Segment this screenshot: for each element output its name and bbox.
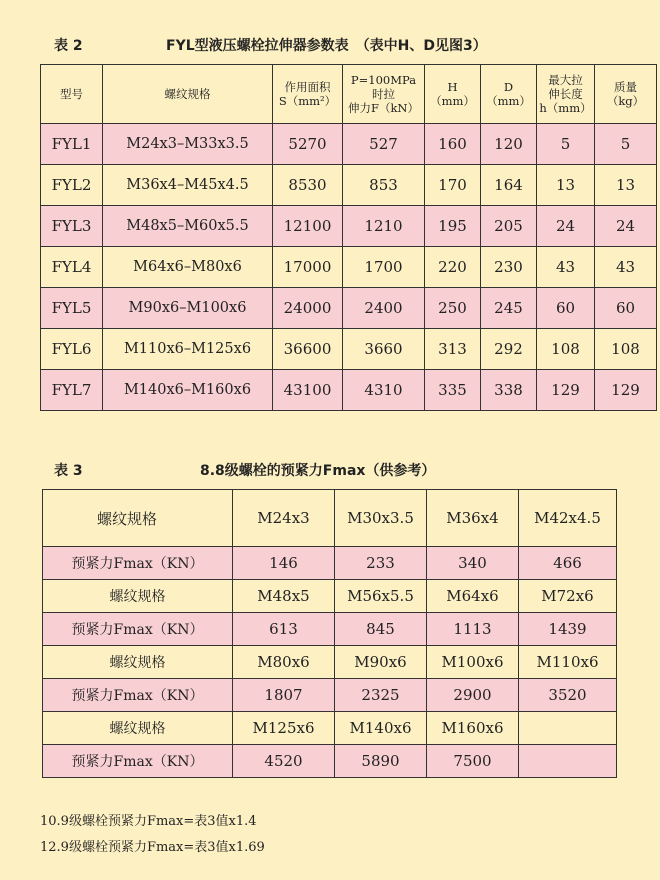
preload-force-cell: 3520 bbox=[519, 679, 617, 712]
thread-spec-label: 螺纹规格 bbox=[43, 646, 233, 679]
preload-force-label: 预紧力Fmax（KN） bbox=[43, 547, 233, 580]
thread-spec-cell: M160x6 bbox=[427, 712, 519, 745]
value-cell: 24 bbox=[595, 206, 657, 247]
value-cell: 2400 bbox=[343, 288, 425, 329]
preload-force-cell: 466 bbox=[519, 547, 617, 580]
table2-label: 表 2 bbox=[54, 38, 83, 54]
value-cell: 250 bbox=[425, 288, 481, 329]
preload-force-cell: 4520 bbox=[233, 745, 335, 778]
table2-header-cell: D （mm） bbox=[481, 65, 537, 124]
preload-force-cell: 2325 bbox=[335, 679, 427, 712]
thread-spec-cell: M100x6 bbox=[427, 646, 519, 679]
table3-thread-row bbox=[43, 712, 617, 745]
preload-force-cell: 340 bbox=[427, 547, 519, 580]
value-cell: 170 bbox=[425, 165, 481, 206]
value-cell: 338 bbox=[481, 370, 537, 411]
table2-title: FYL型液压螺栓拉伸器参数表 （表中H、D见图3） bbox=[166, 38, 487, 54]
value-cell: 36600 bbox=[273, 329, 343, 370]
thread-spec-cell: M110x6 bbox=[519, 646, 617, 679]
value-cell: 43100 bbox=[273, 370, 343, 411]
value-cell: 43 bbox=[537, 247, 595, 288]
value-cell: 108 bbox=[537, 329, 595, 370]
table3-thread-row bbox=[43, 646, 617, 679]
table2-row bbox=[41, 288, 657, 329]
table3-preload-force bbox=[42, 489, 617, 778]
model-cell: FYL1 bbox=[41, 124, 103, 165]
thread-spec-cell: M90x6–M100x6 bbox=[103, 288, 273, 329]
table3-force-row bbox=[43, 745, 617, 778]
thread-spec-cell: M56x5.5 bbox=[335, 580, 427, 613]
preload-force-cell: 1807 bbox=[233, 679, 335, 712]
table2-row bbox=[41, 124, 657, 165]
table3-title: 8.8级螺栓的预紧力Fmax（供参考） bbox=[200, 463, 436, 479]
value-cell: 245 bbox=[481, 288, 537, 329]
thread-spec-cell: M30x3.5 bbox=[335, 490, 427, 547]
table2-caption bbox=[0, 35, 660, 55]
table2-header-cell: 最大拉 伸长度 h（mm） bbox=[537, 65, 595, 124]
value-cell: 12100 bbox=[273, 206, 343, 247]
table2-header-row bbox=[41, 65, 657, 124]
value-cell: 3660 bbox=[343, 329, 425, 370]
preload-force-cell: 2900 bbox=[427, 679, 519, 712]
model-cell: FYL5 bbox=[41, 288, 103, 329]
value-cell: 220 bbox=[425, 247, 481, 288]
thread-spec-cell: M125x6 bbox=[233, 712, 335, 745]
thread-spec-cell: M36x4–M45x4.5 bbox=[103, 165, 273, 206]
thread-spec-label: 螺纹规格 bbox=[43, 580, 233, 613]
thread-spec-cell: M48x5 bbox=[233, 580, 335, 613]
table2-row bbox=[41, 329, 657, 370]
value-cell: 8530 bbox=[273, 165, 343, 206]
table2-header-cell: 螺纹规格 bbox=[103, 65, 273, 124]
thread-spec-cell: M48x5–M60x5.5 bbox=[103, 206, 273, 247]
value-cell: 120 bbox=[481, 124, 537, 165]
table3-caption bbox=[0, 460, 660, 480]
preload-force-cell: 1439 bbox=[519, 613, 617, 646]
value-cell: 5270 bbox=[273, 124, 343, 165]
preload-force-cell bbox=[519, 745, 617, 778]
preload-force-cell: 845 bbox=[335, 613, 427, 646]
preload-force-cell: 7500 bbox=[427, 745, 519, 778]
note-grade-12-9: 12.9级螺栓预紧力Fmax=表3值x1.69 bbox=[40, 840, 265, 855]
model-cell: FYL4 bbox=[41, 247, 103, 288]
value-cell: 230 bbox=[481, 247, 537, 288]
preload-force-cell: 613 bbox=[233, 613, 335, 646]
preload-force-cell: 146 bbox=[233, 547, 335, 580]
value-cell: 129 bbox=[595, 370, 657, 411]
value-cell: 5 bbox=[537, 124, 595, 165]
thread-spec-cell: M64x6–M80x6 bbox=[103, 247, 273, 288]
value-cell: 43 bbox=[595, 247, 657, 288]
table2-row bbox=[41, 370, 657, 411]
value-cell: 1700 bbox=[343, 247, 425, 288]
table3-force-row bbox=[43, 613, 617, 646]
table3-force-row bbox=[43, 679, 617, 712]
model-cell: FYL2 bbox=[41, 165, 103, 206]
thread-spec-label: 螺纹规格 bbox=[43, 712, 233, 745]
thread-spec-cell: M24x3–M33x3.5 bbox=[103, 124, 273, 165]
thread-spec-cell: M110x6–M125x6 bbox=[103, 329, 273, 370]
preload-force-cell: 1113 bbox=[427, 613, 519, 646]
value-cell: 527 bbox=[343, 124, 425, 165]
thread-spec-cell: M140x6–M160x6 bbox=[103, 370, 273, 411]
model-cell: FYL6 bbox=[41, 329, 103, 370]
value-cell: 4310 bbox=[343, 370, 425, 411]
preload-force-label: 预紧力Fmax（KN） bbox=[43, 745, 233, 778]
value-cell: 129 bbox=[537, 370, 595, 411]
value-cell: 17000 bbox=[273, 247, 343, 288]
value-cell: 313 bbox=[425, 329, 481, 370]
model-cell: FYL3 bbox=[41, 206, 103, 247]
preload-force-cell: 233 bbox=[335, 547, 427, 580]
thread-spec-cell: M80x6 bbox=[233, 646, 335, 679]
thread-spec-cell: M24x3 bbox=[233, 490, 335, 547]
thread-spec-cell: M42x4.5 bbox=[519, 490, 617, 547]
value-cell: 60 bbox=[537, 288, 595, 329]
value-cell: 24 bbox=[537, 206, 595, 247]
note-grade-10-9: 10.9级螺栓预紧力Fmax=表3值x1.4 bbox=[40, 814, 257, 829]
preload-force-label: 预紧力Fmax（KN） bbox=[43, 613, 233, 646]
value-cell: 160 bbox=[425, 124, 481, 165]
thread-spec-cell: M64x6 bbox=[427, 580, 519, 613]
table3-thread-row bbox=[43, 490, 617, 547]
table3-force-row bbox=[43, 547, 617, 580]
preload-force-label: 预紧力Fmax（KN） bbox=[43, 679, 233, 712]
value-cell: 292 bbox=[481, 329, 537, 370]
thread-spec-cell: M72x6 bbox=[519, 580, 617, 613]
table2-header-cell: H （mm） bbox=[425, 65, 481, 124]
table3-label: 表 3 bbox=[54, 463, 83, 479]
value-cell: 60 bbox=[595, 288, 657, 329]
table2-header-cell: 型号 bbox=[41, 65, 103, 124]
table2-row bbox=[41, 165, 657, 206]
thread-spec-cell bbox=[519, 712, 617, 745]
value-cell: 164 bbox=[481, 165, 537, 206]
value-cell: 205 bbox=[481, 206, 537, 247]
table2-fyl-parameters bbox=[40, 64, 657, 411]
thread-spec-cell: M140x6 bbox=[335, 712, 427, 745]
table2-header-cell: P=100MPa 时拉 伸力F（kN） bbox=[343, 65, 425, 124]
preload-force-cell: 5890 bbox=[335, 745, 427, 778]
model-cell: FYL7 bbox=[41, 370, 103, 411]
table2-row bbox=[41, 206, 657, 247]
value-cell: 5 bbox=[595, 124, 657, 165]
thread-spec-cell: M36x4 bbox=[427, 490, 519, 547]
value-cell: 1210 bbox=[343, 206, 425, 247]
table3-thread-row bbox=[43, 580, 617, 613]
table2-row bbox=[41, 247, 657, 288]
value-cell: 108 bbox=[595, 329, 657, 370]
table2-header-cell: 质量 （kg） bbox=[595, 65, 657, 124]
value-cell: 195 bbox=[425, 206, 481, 247]
thread-spec-cell: M90x6 bbox=[335, 646, 427, 679]
value-cell: 24000 bbox=[273, 288, 343, 329]
thread-spec-label: 螺纹规格 bbox=[43, 490, 233, 547]
value-cell: 13 bbox=[537, 165, 595, 206]
table2-header-cell: 作用面积 S（mm²） bbox=[273, 65, 343, 124]
value-cell: 13 bbox=[595, 165, 657, 206]
value-cell: 335 bbox=[425, 370, 481, 411]
value-cell: 853 bbox=[343, 165, 425, 206]
